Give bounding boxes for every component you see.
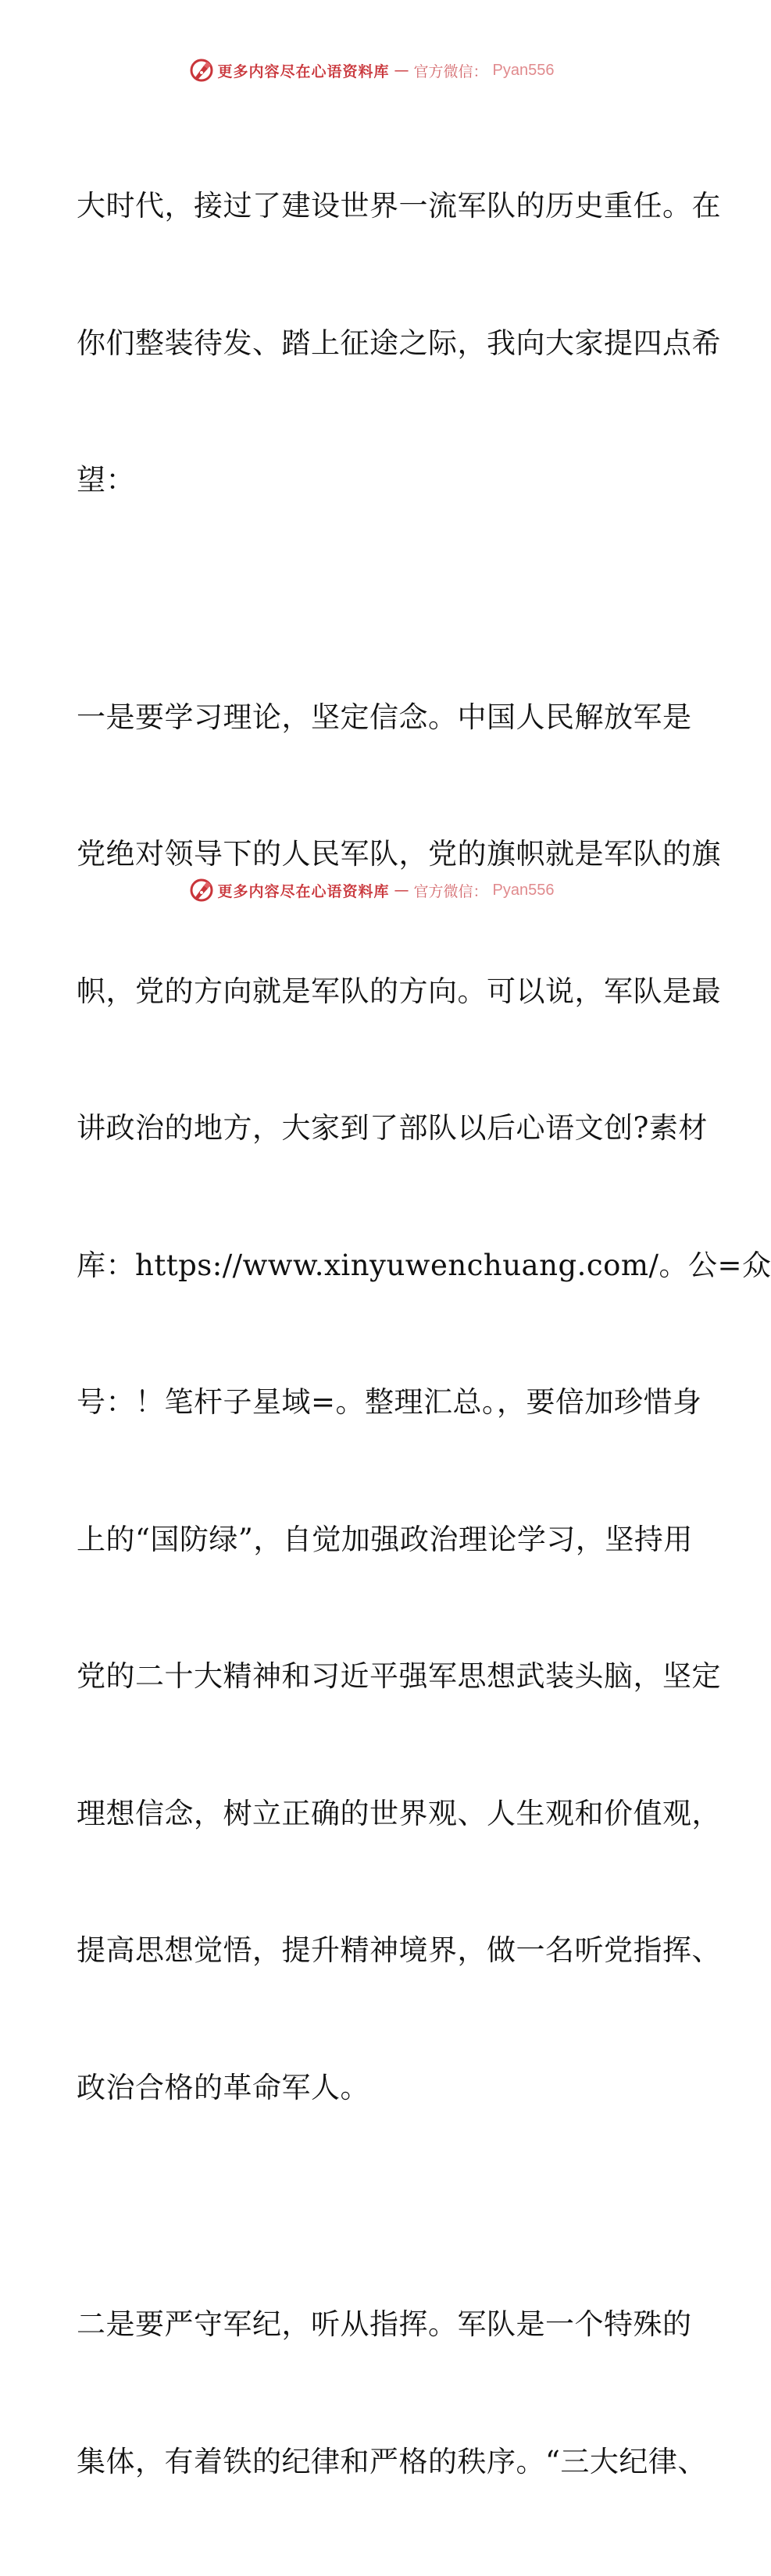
text-line: 政治合格的革命军人。 xyxy=(77,2070,369,2104)
pen-nib-logo-icon xyxy=(188,877,215,903)
text-line: 讲政治的地方，大家到了部队以后心语文创?素材 xyxy=(77,1111,708,1145)
text-line: 党绝对领导下的人民军队，党的旗帜就是军队的旗 xyxy=(77,837,721,871)
footer-banner xyxy=(0,873,742,907)
paragraph-2 xyxy=(77,604,771,2203)
text-line: 望： xyxy=(77,463,135,497)
footer-banner-separator: — xyxy=(394,882,409,899)
footer-wechat-id: Pyan556 xyxy=(492,881,555,899)
paragraph-3 xyxy=(77,2211,707,2576)
text-line: 二是要严守军纪，听从指挥。军队是一个特殊的 xyxy=(77,2307,692,2341)
text-line: 上的“国防绿”，自觉加强政治理论学习，坚持用 xyxy=(77,1522,693,1556)
pen-nib-logo-icon xyxy=(188,57,215,84)
text-line-with-url: 库：https://www.xinyuwenchuang.com/。公=众 xyxy=(77,1248,771,1282)
document-body xyxy=(77,92,771,2576)
text-line: 理想信念，树立正确的世界观、人生观和价值观， xyxy=(77,1796,721,1830)
text-line: 你们整装待发、踏上征途之际，我向大家提四点希 xyxy=(77,326,721,360)
text-line: 大时代，接过了建设世界一流军队的历史重任。在 xyxy=(77,189,721,223)
text-line: 集体，有着铁的纪律和严格的秩序。“三大纪律、 xyxy=(77,2444,707,2478)
text-line: 一是要学习理论，坚定信念。中国人民解放军是 xyxy=(77,700,692,734)
text-line: 号：！笔杆子星域=。整理汇总。，要倍加珍惜身 xyxy=(77,1385,702,1419)
text-line: 帜，党的方向就是军队的方向。可以说，军队是最 xyxy=(77,974,721,1008)
footer-wechat-label: 官方微信： xyxy=(413,882,488,900)
header-banner-separator: — xyxy=(394,62,409,79)
header-banner xyxy=(0,53,742,87)
header-banner-content xyxy=(188,57,555,84)
header-wechat-label: 官方微信： xyxy=(413,62,488,80)
header-banner-text: 更多内容尽在心语资料库 xyxy=(217,62,390,80)
footer-banner-content xyxy=(188,877,555,903)
paragraph-1 xyxy=(77,92,721,595)
text-line: 党的二十大精神和习近平强军思想武装头脑，坚定 xyxy=(77,1659,721,1693)
text-line: 提高思想觉悟，提升精神境界，做一名听党指挥、 xyxy=(77,1933,721,1967)
header-wechat-id: Pyan556 xyxy=(492,61,555,79)
footer-banner-text: 更多内容尽在心语资料库 xyxy=(217,882,390,900)
